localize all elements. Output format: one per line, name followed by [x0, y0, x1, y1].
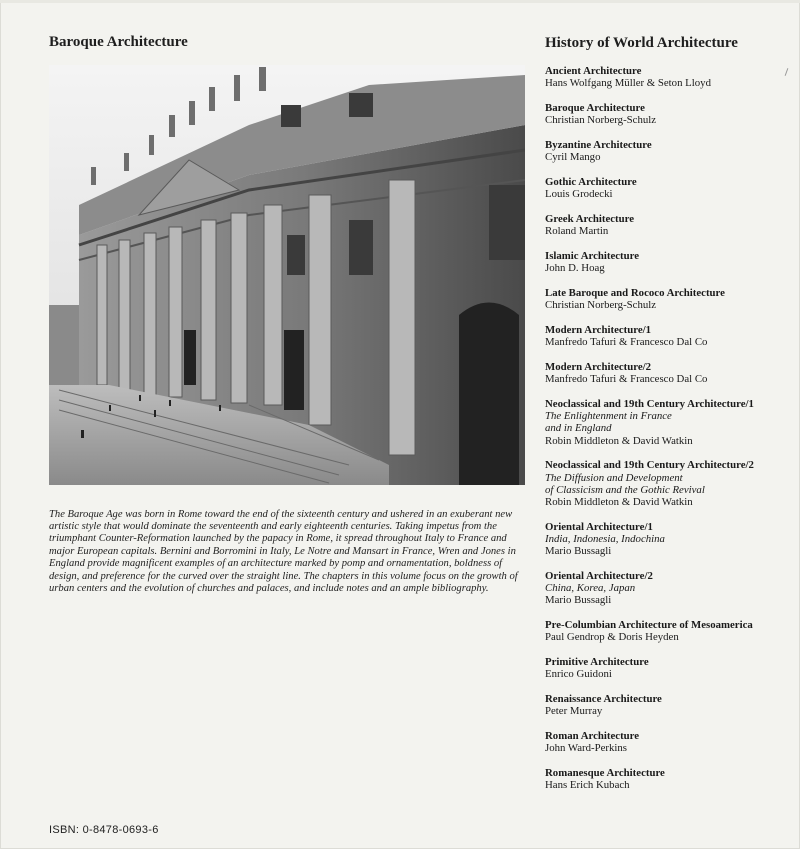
- series-entry-title: Romanesque Architecture: [545, 767, 665, 780]
- series-entry-subtitle: The Enlightenment in France: [545, 410, 672, 423]
- series-entry: [545, 324, 795, 348]
- series-entry-author: Mario Bussagli: [545, 594, 612, 607]
- series-entry-title: Byzantine Architecture: [545, 139, 652, 151]
- isbn: ISBN: 0-8478-0693-6: [49, 824, 159, 836]
- series-entry-title: Late Baroque and Rococo Architecture: [545, 287, 725, 299]
- series-entry-title: Gothic Architecture: [545, 176, 637, 188]
- series-entry-author: John D. Hoag: [545, 262, 605, 275]
- series-entry: [545, 570, 795, 607]
- series-entry-title: Baroque Architecture: [545, 102, 645, 114]
- series-entry-subtitle: China, Korea, Japan: [545, 582, 636, 595]
- series-entry: [545, 459, 795, 508]
- series-entry: [545, 730, 795, 754]
- series-entry-title: Ancient Architecture: [545, 65, 642, 77]
- series-entry: [545, 65, 795, 89]
- series-entry-author: Cyril Mango: [545, 151, 601, 164]
- series-entry-title: Neoclassical and 19th Century Architecture/2: [545, 459, 754, 472]
- series-entry-title: Oriental Architecture/2: [545, 570, 653, 583]
- series-entry: [545, 139, 795, 163]
- series-entry-title: Neoclassical and 19th Century Architecture/1: [545, 398, 754, 410]
- series-entry-author: Hans Erich Kubach: [545, 779, 630, 792]
- series-entry-author: Christian Norberg-Schulz: [545, 114, 657, 127]
- series-entry-author: Robin Middleton & David Watkin: [545, 434, 693, 447]
- book-description: The Baroque Age was born in Rome toward the end of the sixteenth century and ushered in an exuberant new artistic style that would dominate the seventeenth and early eighteenth centuries. Taking impetus from the triumphant Counter-Reformation launched by the papacy in Rome, it spread throughout Italy to France and major European capitals. Bernini and Borromini in Italy, Le Notre and Mansart in France, Wren and Jones in England provide magnificent examples of an architecture marked by pomp and ornamentation, boldness of design, and preference for the curved over the straight line. The chapters in this volume focus on the growth of urban centers and the evolution of churches and palaces, and include notes and an ample bibliography.: [49, 508, 518, 595]
- series-entry: [545, 398, 795, 447]
- series-list: [545, 65, 795, 792]
- series-entry: [545, 693, 795, 717]
- series-entry: [545, 361, 795, 385]
- series-entry: [545, 767, 795, 791]
- series-entry-title: Greek Architecture: [545, 213, 635, 225]
- series-entry-title: Islamic Architecture: [545, 250, 640, 262]
- series-entry-author: Paul Gendrop & Doris Heyden: [545, 631, 679, 644]
- series-entry-title: Roman Architecture: [545, 730, 640, 743]
- series-entry-title: Primitive Architecture: [545, 656, 649, 669]
- series-entry: [545, 102, 795, 126]
- series-entry-author: Mario Bussagli: [545, 545, 612, 558]
- page-edge: [0, 0, 800, 3]
- series-entry-author: Enrico Guidoni: [545, 668, 612, 681]
- series-entry-title: Modern Architecture/1: [545, 324, 652, 336]
- series-entry-subtitle: The Diffusion and Development: [545, 471, 683, 484]
- facade-illustration: [49, 65, 525, 485]
- series-entry-author: Christian Norberg-Schulz: [545, 299, 657, 312]
- series-heading: History of World Architecture: [545, 35, 738, 51]
- series-entry-author: Manfredo Tafuri & Francesco Dal Co: [545, 373, 708, 386]
- series-entry: [545, 250, 795, 274]
- book-title: Baroque Architecture: [49, 34, 188, 50]
- series-entry-subtitle: of Classicism and the Gothic Revival: [545, 483, 705, 496]
- series-entry: [545, 656, 795, 680]
- series-entry-title: Pre-Columbian Architecture of Mesoamerica: [545, 619, 753, 632]
- series-entry-title: Modern Architecture/2: [545, 361, 652, 373]
- series-entry-author: Louis Grodecki: [545, 188, 613, 201]
- series-entry: [545, 521, 795, 558]
- series-entry-author: Roland Martin: [545, 225, 609, 238]
- baroque-facade-photo: [49, 65, 525, 485]
- series-entry: [545, 287, 795, 311]
- series-entry-title: Oriental Architecture/1: [545, 520, 653, 533]
- series-entry-author: John Ward-Perkins: [545, 742, 627, 755]
- series-entry: [545, 619, 795, 643]
- series-entry-author: Hans Wolfgang Müller & Seton Lloyd: [545, 77, 711, 90]
- series-entry: [545, 176, 795, 200]
- series-entry-author: Manfredo Tafuri & Francesco Dal Co: [545, 336, 708, 349]
- series-entry-subtitle: India, Indonesia, Indochina: [545, 533, 665, 546]
- series-entry-author: Peter Murray: [545, 705, 603, 718]
- series-entry-title: Renaissance Architecture: [545, 693, 662, 706]
- series-entry-author: Robin Middleton & David Watkin: [545, 496, 693, 509]
- series-entry-subtitle: and in England: [545, 422, 612, 435]
- series-entry: [545, 213, 795, 237]
